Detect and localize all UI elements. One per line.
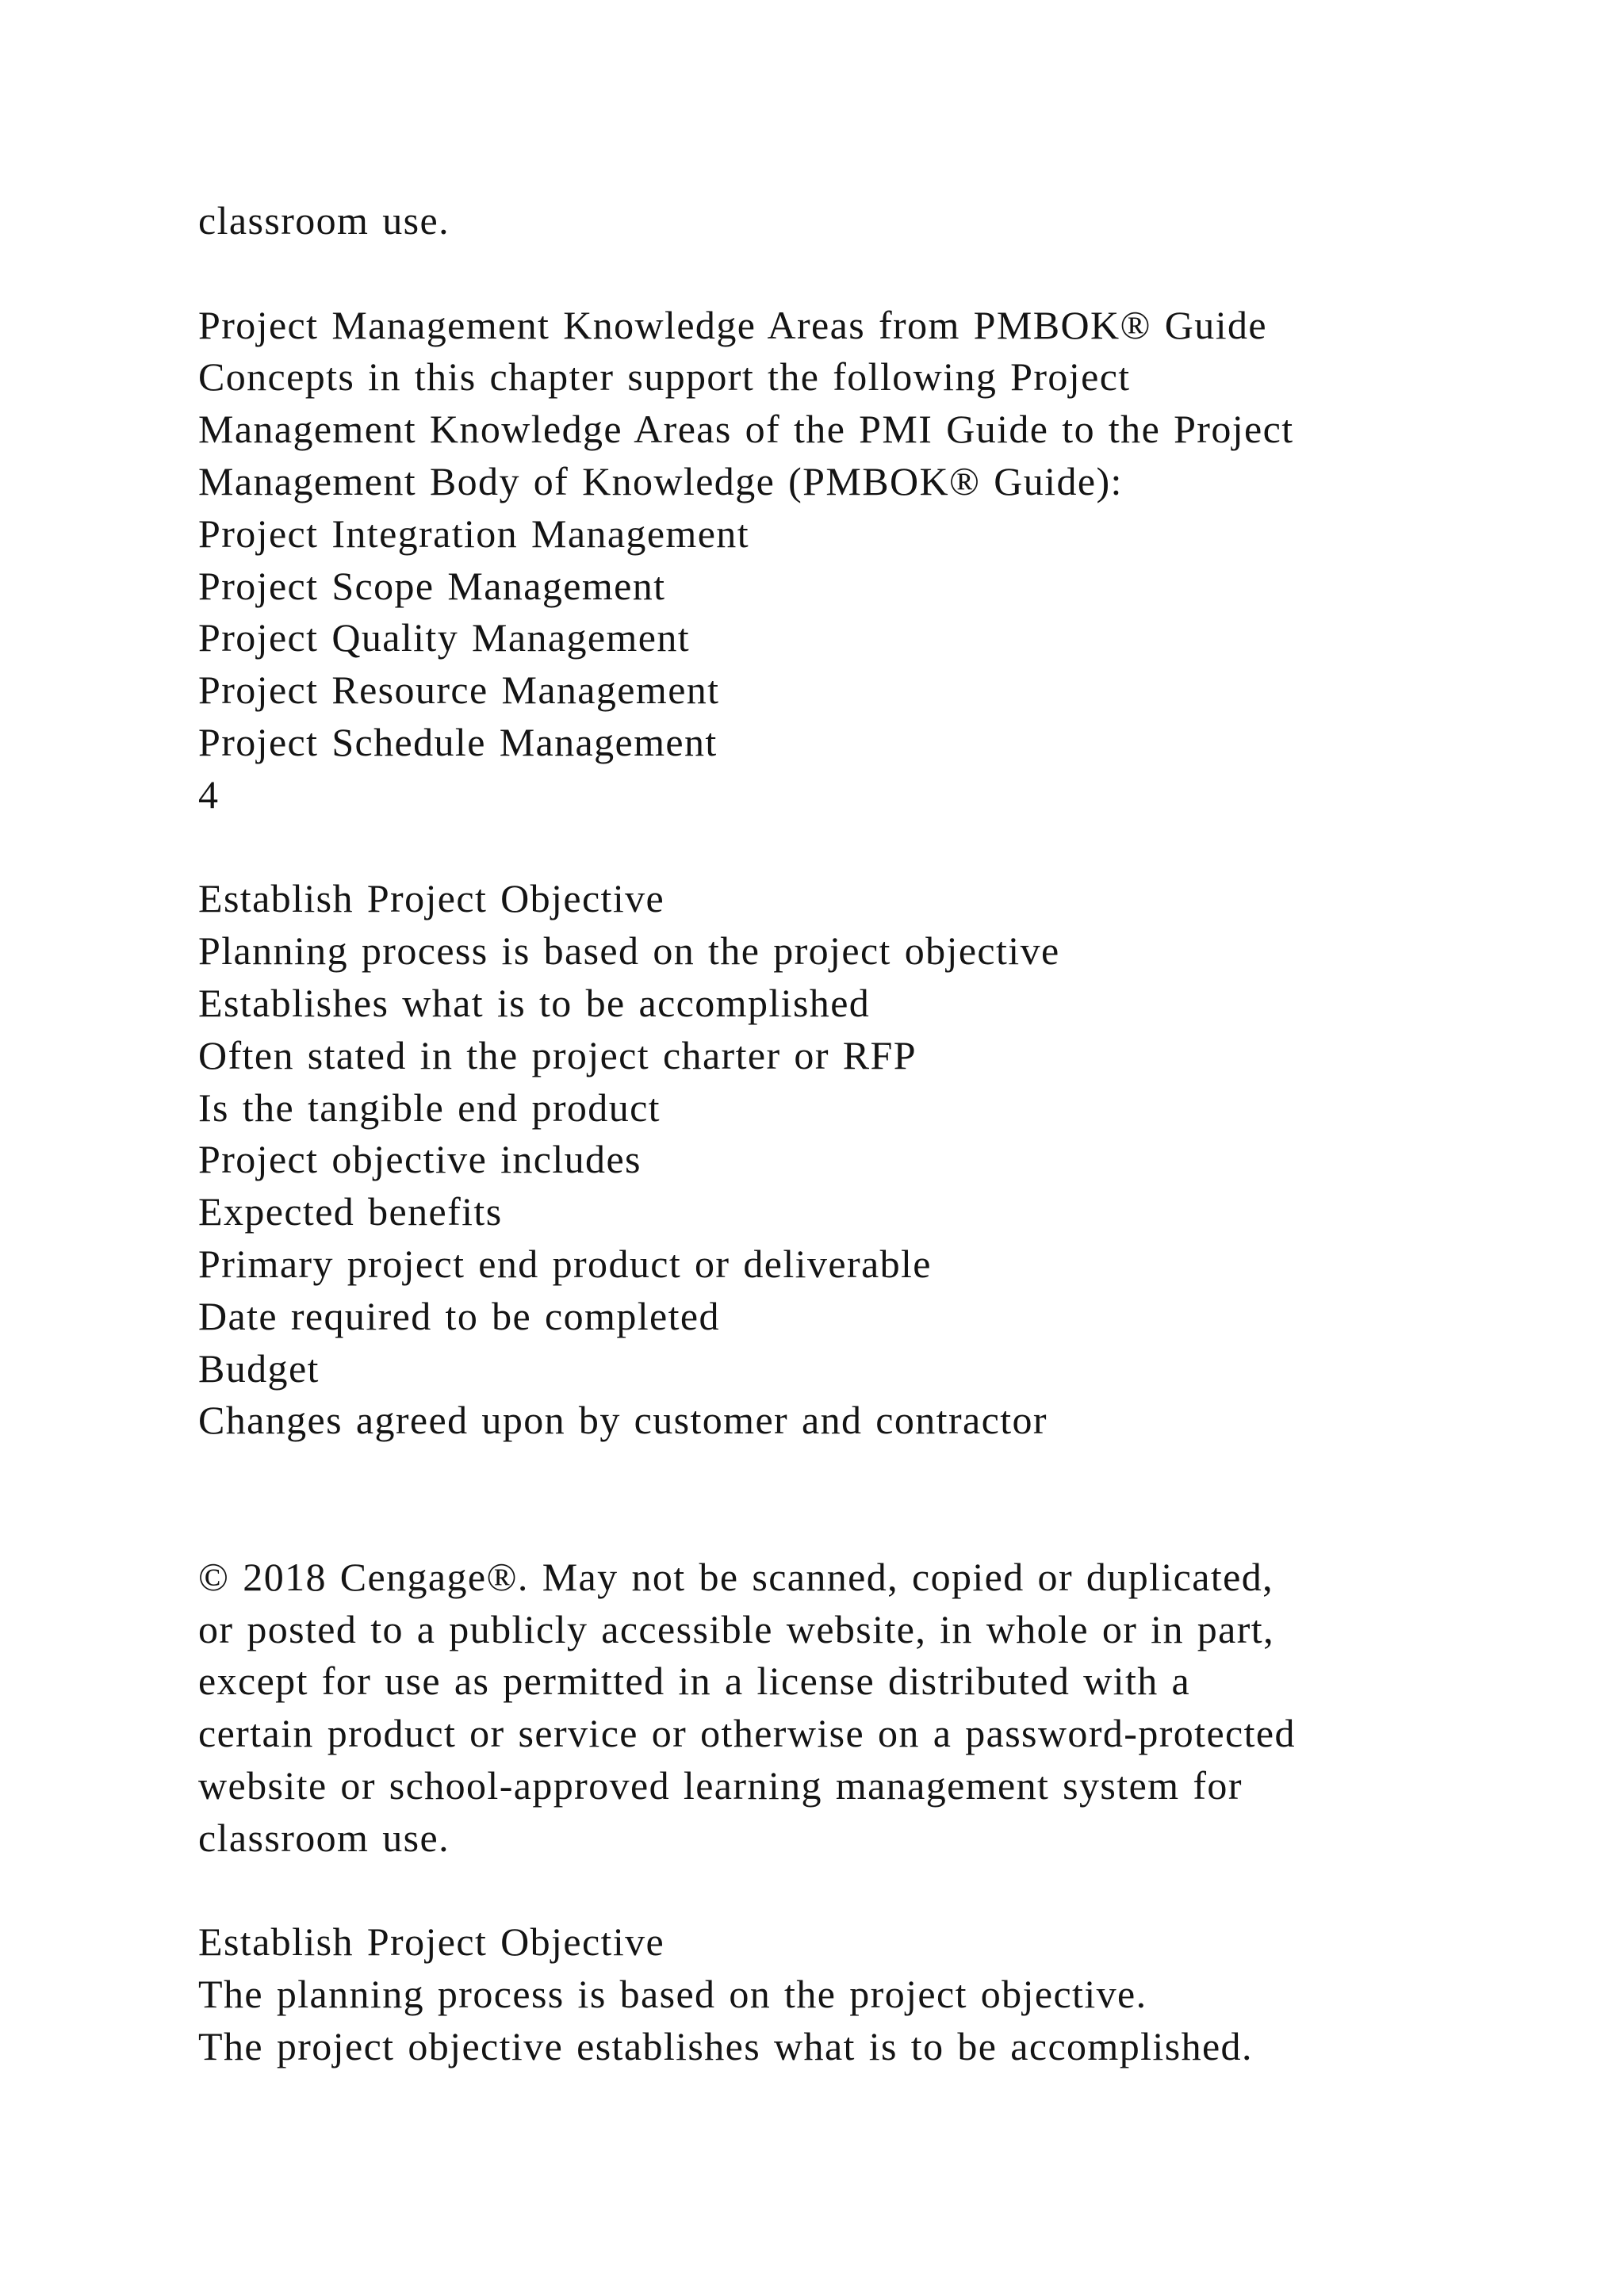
objective-slide-line: Expected benefits (198, 1189, 503, 1234)
objective-slide-line: Often stated in the project charter or RFP (198, 1032, 917, 1077)
copyright-line: © 2018 Cengage®. May not be scanned, copied or duplicated, (198, 1554, 1274, 1599)
knowledge-areas-intro-line: Concepts in this chapter support the following Project (198, 354, 1131, 400)
knowledge-areas-intro-line: Management Knowledge Areas of the PMI Guide to the Project (198, 407, 1294, 452)
objective-slide-line: Is the tangible end product (198, 1085, 661, 1130)
copyright-line: website or school-approved learning management system for (198, 1762, 1243, 1808)
paragraph-gap (198, 247, 1546, 300)
knowledge-area-item: Project Resource Management (198, 668, 720, 713)
knowledge-area-item: Project Scope Management (198, 563, 666, 608)
objective-slide-heading: Establish Project Objective (198, 876, 665, 921)
objective-slide-line: Planning process is based on the project objective (198, 928, 1060, 974)
knowledge-area-item: Project Schedule Management (198, 719, 718, 764)
objective-slide-line: Changes agreed upon by customer and contractor (198, 1398, 1048, 1443)
objective-slide-line: Project objective includes (198, 1137, 642, 1182)
objective-notes-line: The planning process is based on the project objective. (198, 1972, 1147, 2017)
knowledge-areas-heading: Project Management Knowledge Areas from PMBOK® Guide (198, 302, 1267, 347)
objective-notes-line: The project objective establishes what is to be accomplished. (198, 2023, 1253, 2068)
intro-tail-line: classroom use. (198, 198, 450, 243)
objective-slide-line: Date required to be completed (198, 1293, 720, 1338)
paragraph-gap (198, 1447, 1546, 1552)
slide-number: 4 (198, 771, 220, 817)
copyright-line: except for use as permitted in a license distributed with a (198, 1659, 1191, 1704)
knowledge-area-item: Project Quality Management (198, 615, 691, 660)
copyright-line: classroom use. (198, 1815, 450, 1860)
paragraph-gap (198, 821, 1546, 874)
objective-notes-heading: Establish Project Objective (198, 1919, 665, 1965)
knowledge-area-item: Project Integration Management (198, 511, 749, 556)
copyright-line: or posted to a publicly accessible website, in whole or in part, (198, 1606, 1274, 1651)
copyright-line: certain product or service or otherwise on a password-protected (198, 1711, 1296, 1756)
knowledge-areas-intro-line: Management Body of Knowledge (PMBOK® Guide): (198, 458, 1123, 503)
document-text (198, 195, 1546, 2073)
objective-slide-line: Budget (198, 1345, 320, 1391)
objective-slide-line: Establishes what is to be accomplished (198, 980, 871, 1025)
paragraph-gap (198, 1865, 1546, 1917)
objective-slide-line: Primary project end product or deliverable (198, 1241, 932, 1286)
